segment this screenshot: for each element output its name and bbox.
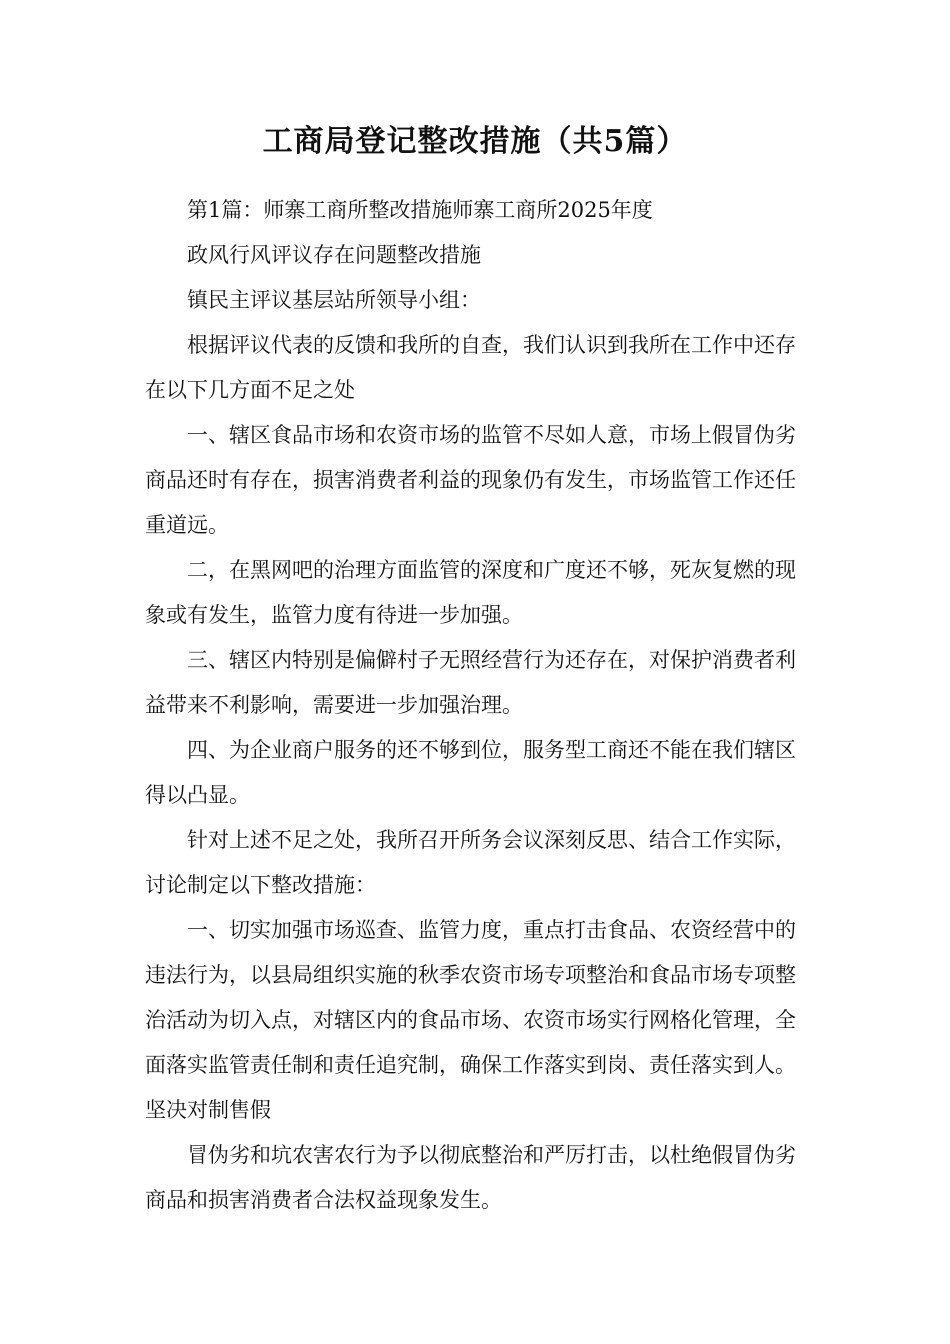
paragraph-5: 一、辖区食品市场和农资市场的监管不尽如人意，市场上假冒伪劣商品还时有存在，损害消费者利益的现象仍有发生，市场监管工作还任重道远。 (145, 423, 796, 537)
paragraph-6: 二，在黑网吧的治理方面监管的深度和广度还不够，死灰复燃的现象或有发生，监管力度有待进一步加强。 (145, 558, 796, 627)
document-title: 工商局登记整改措施（共5篇） (262, 124, 688, 159)
paragraph-11: 冒伪劣和坑农害农行为予以彻底整治和严厉打击，以杜绝假冒伪劣商品和损害消费者合法权益现象发生。 (145, 1143, 796, 1212)
paragraph-10: 一、切实加强市场巡查、监管力度，重点打击食品、农资经营中的违法行为，以县局组织实施的秋季农资市场专项整治和食品市场专项整治活动为切入点，对辖区内的食品市场、农资市场实行网格化管理，全面落实监管责任制和责任追究制，确保工作落实到岗、责任落实到人。坚决对制售假 (145, 918, 796, 1122)
document-body (145, 188, 805, 1223)
paragraph-8: 四、为企业商户服务的还不够到位，服务型工商还不能在我们辖区得以凸显。 (145, 738, 796, 807)
paragraph-1: 第1篇：师寨工商所整改措施师寨工商所2025年度 (187, 198, 653, 222)
paragraph-4: 根据评议代表的反馈和我所的自查，我们认识到我所在工作中还存在以下几方面不足之处 (145, 333, 796, 402)
paragraph-9: 针对上述不足之处，我所召开所务会议深刻反思、结合工作实际，讨论制定以下整改措施： (145, 828, 796, 897)
paragraph-2: 政风行风评议存在问题整改措施 (187, 243, 481, 267)
paragraph-3: 镇民主评议基层站所领导小组： (187, 288, 481, 312)
paragraph-7: 三、辖区内特别是偏僻村子无照经营行为还存在，对保护消费者利益带来不利影响，需要进一步加强治理。 (145, 648, 796, 717)
